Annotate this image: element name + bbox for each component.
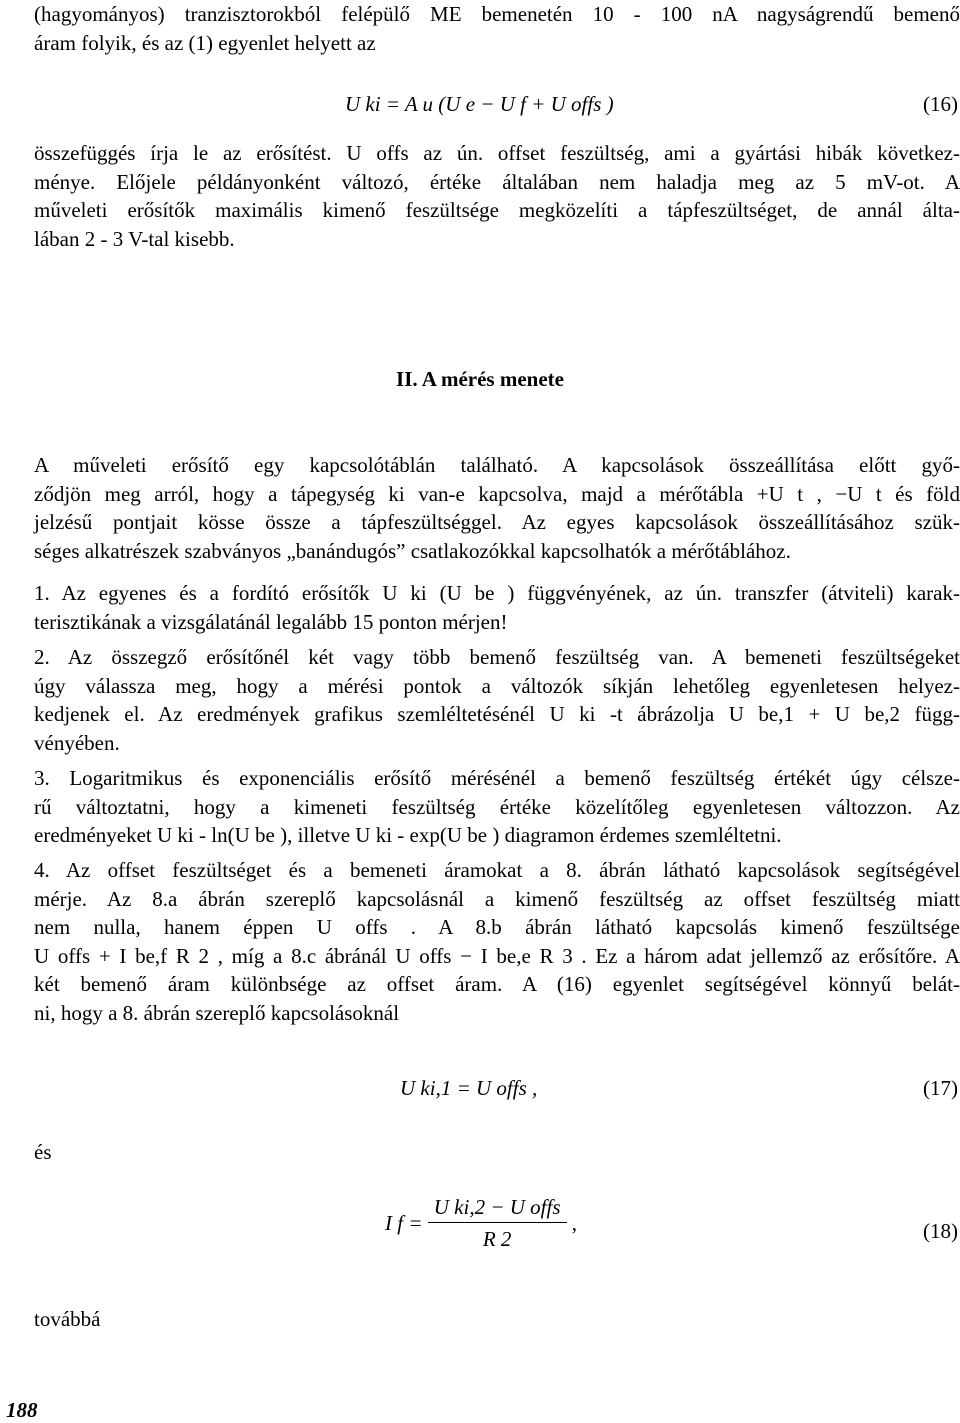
- list-item-2-line-4: vényében.: [34, 730, 120, 755]
- intro-paragraph: [34, 0, 960, 57]
- intro-line-1: (hagyományos) tranzisztorokból felépülő ME bemenetén 10 - 100 nA nagyságrendű bemenő: [34, 2, 960, 26]
- list-item-1: [34, 579, 960, 636]
- list-item-1-line-1: 1. Az egyenes és a fordító erősítők U ki (U be ) függvényének, az ún. transzfer (átviteli) karak-: [34, 581, 960, 605]
- list-item-4-line-2: mérje. Az 8.a ábrán szereplő kapcsolásnál a kimenő feszültség az offset feszültség miatt: [34, 886, 960, 911]
- equation-18-fraction: [428, 1195, 567, 1252]
- list-item-4-line-3: nem nulla, hanem éppen U offs . A 8.b ábrán látható kapcsolás kimenő feszültsége: [34, 915, 960, 939]
- equation-18-numerator: U ki,2 − U offs: [428, 1195, 567, 1223]
- equation-16: [345, 92, 614, 117]
- list-item-3-line-1: 3. Logaritmikus és exponenciális erősítő mérésénél a bemenő feszültség értékét úgy célsze-: [34, 766, 960, 790]
- equation-17-number: (17): [923, 1076, 958, 1100]
- offset-paragraph: [34, 139, 960, 253]
- equation-18-denominator: R 2: [482, 1227, 512, 1251]
- list-item-3: [34, 764, 960, 850]
- equation-18: [385, 1195, 577, 1252]
- list-item-4: [34, 856, 960, 1027]
- list-item-2-line-1: 2. Az összegző erősítőnél két vagy több bemenő feszültség van. A bemeneti feszültségeket: [34, 645, 960, 669]
- setup-line-2: ződjön meg arról, hogy a tápegység ki van-e kapcsolva, majd a mérőtábla +U t , −U t és föld: [34, 481, 960, 506]
- equation-16-text: U ki = A u (U e − U f + U offs ): [345, 92, 614, 116]
- equation-16-number: (16): [923, 92, 958, 116]
- list-item-4-line-5: két bemenő áram különbsége az offset áram. A (16) egyenlet segítségével könnyű belát-: [34, 972, 960, 996]
- list-item-3-line-2: rű változtatni, hogy a kimeneti feszültség értéke közelítőleg egyenletesen változzon. Az: [34, 794, 960, 819]
- list-item-2-line-3: kedjenek el. Az eredmények grafikus szemléltetésénél U ki -t ábrázolja U be,1 + U be,2 függ-: [34, 702, 960, 726]
- offset-line-2: ménye. Előjele példányonként változó, értéke általában nem haladja meg az 5 mV-ot. A: [34, 169, 960, 194]
- offset-line-1: összefüggés írja le az erősítést. U offs az ún. offset feszültség, ami a gyártási hibák következ-: [34, 141, 960, 165]
- equation-18-tail: ,: [571, 1211, 577, 1235]
- setup-line-1: A műveleti erősítő egy kapcsolótáblán található. A kapcsolások összeállítása előtt győ-: [34, 453, 960, 477]
- offset-line-3: műveleti erősítők maximális kimenő feszültsége megközelíti a tápfeszültséget, de annál álta-: [34, 198, 960, 222]
- and-word: és: [34, 1140, 52, 1164]
- setup-line-4: séges alkatrészek szabványos „banándugós” csatlakozókkal kapcsolhatók a mérőtáblához.: [34, 538, 791, 563]
- intro-line-2: áram folyik, és az (1) egyenlet helyett az: [34, 30, 376, 55]
- list-item-4-line-1: 4. Az offset feszültséget és a bemeneti áramokat a 8. ábrán látható kapcsolások segítségével: [34, 858, 960, 882]
- list-item-4-line-4: U offs + I be,f R 2 , míg a 8.c ábránál U offs − I be,e R 3 . Ez a három adat jellemző az erősítőre. A: [34, 943, 960, 968]
- setup-line-3: jelzésű pontjait kösse össze a tápfeszültséggel. Az egyes kapcsolások összeállításához szük-: [34, 510, 960, 534]
- list-item-2-line-2: úgy válassza meg, hogy a mérési pontok a változók síkján lehetőleg egyenletesen helyez-: [34, 673, 960, 698]
- offset-line-4: lában 2 - 3 V-tal kisebb.: [34, 226, 235, 251]
- list-item-3-line-3: eredményeket U ki - ln(U be ), illetve U ki - exp(U be ) diagramon érdemes szemléltetni.: [34, 823, 782, 847]
- section-heading: II. A mérés menete: [396, 367, 564, 391]
- equation-18-number: (18): [923, 1219, 958, 1243]
- list-item-1-line-2: terisztikának a vizsgálatánál legalább 15 ponton mérjen!: [34, 609, 508, 634]
- equation-17: U ki,1 = U offs ,: [400, 1076, 538, 1100]
- list-item-2: [34, 643, 960, 757]
- list-item-4-line-6: ni, hogy a 8. ábrán szereplő kapcsolásoknál: [34, 1000, 400, 1025]
- equation-18-lhs: I f =: [385, 1211, 423, 1235]
- further-word: továbbá: [34, 1307, 101, 1331]
- setup-paragraph: [34, 451, 960, 565]
- page-number: 188: [6, 1398, 38, 1422]
